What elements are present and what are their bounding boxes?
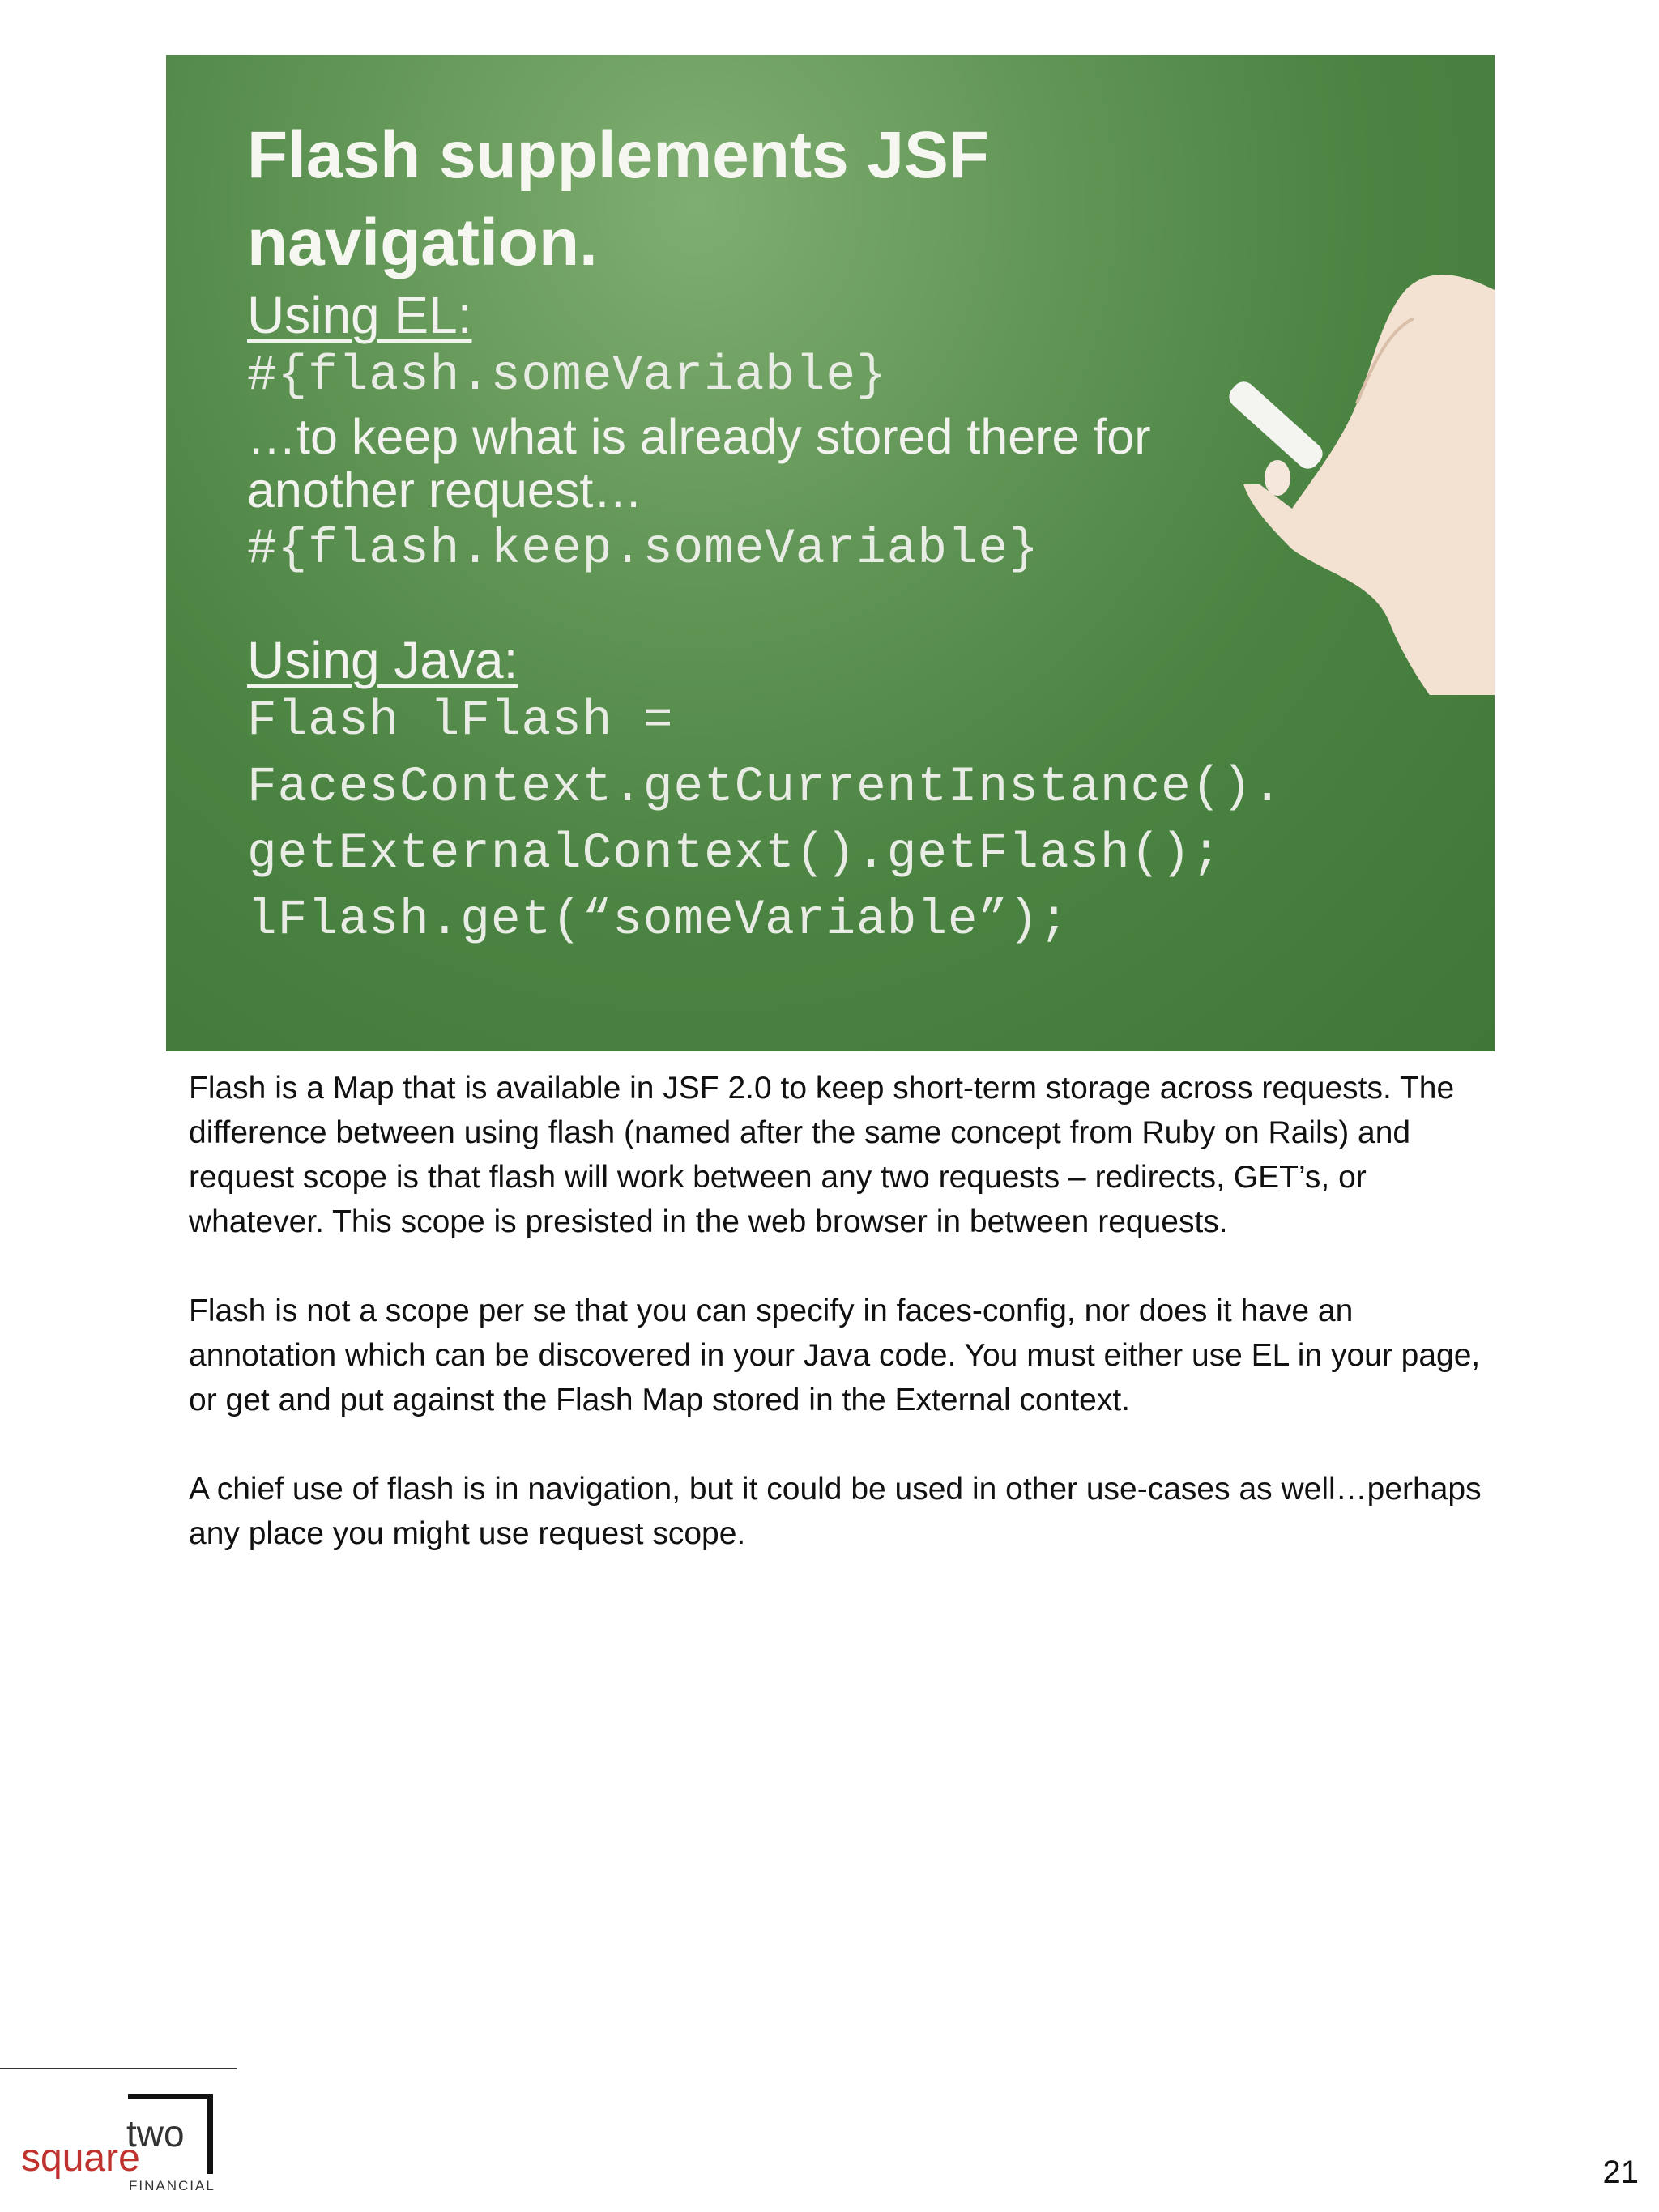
logo-word-square: square (21, 2137, 140, 2180)
notes-paragraph: Flash is a Map that is available in JSF 2.0 to keep short-term storage across requests. The difference between using flash (named after the same concept from Ruby on Rails) and request scope is that flash will work between any two requests – redirects, GET’s, or whatever. This scope is presisted in the web browser in between requests. (189, 1071, 1455, 1239)
el-text-line2: another request… (247, 462, 643, 518)
java-code-line: lFlash.get(“someVariable”); (247, 893, 1070, 948)
el-keep-code-line: #{flash.keep.someVariable} (247, 522, 1039, 578)
slide-title-line2: navigation. (247, 206, 598, 279)
notes-paragraph: A chief use of flash is in navigation, but it could be used in other use-cases as well…perhaps any place you might use request scope. (189, 1472, 1482, 1551)
java-code-line: FacesContext.getCurrentInstance(). (247, 760, 1283, 816)
el-heading: Using EL: (247, 286, 472, 344)
java-code-line: getExternalContext().getFlash(); (247, 826, 1222, 882)
page-number: 21 (1602, 2154, 1639, 2190)
logo-word-financial: FINANCIAL (129, 2178, 215, 2193)
el-code-line: #{flash.someVariable} (247, 348, 887, 404)
logo-word-two: two (126, 2112, 185, 2154)
slide-title-line1: Flash supplements JSF (247, 118, 989, 192)
slide-image (166, 55, 1495, 1051)
el-text-line1: …to keep what is already stored there for (247, 409, 1151, 464)
notes-paragraph: Flash is not a scope per se that you can specify in faces-config, nor does it have an annotation which can be discovered in your Java code. You must either use EL in your page, or get and put against the Flash Map stored in the External context. (189, 1294, 1481, 1417)
java-code-line: Flash lFlash = (247, 693, 674, 749)
speaker-notes (189, 1066, 1485, 1600)
logo-divider (0, 2068, 237, 2069)
company-logo (21, 2094, 224, 2199)
java-heading: Using Java: (247, 631, 518, 689)
